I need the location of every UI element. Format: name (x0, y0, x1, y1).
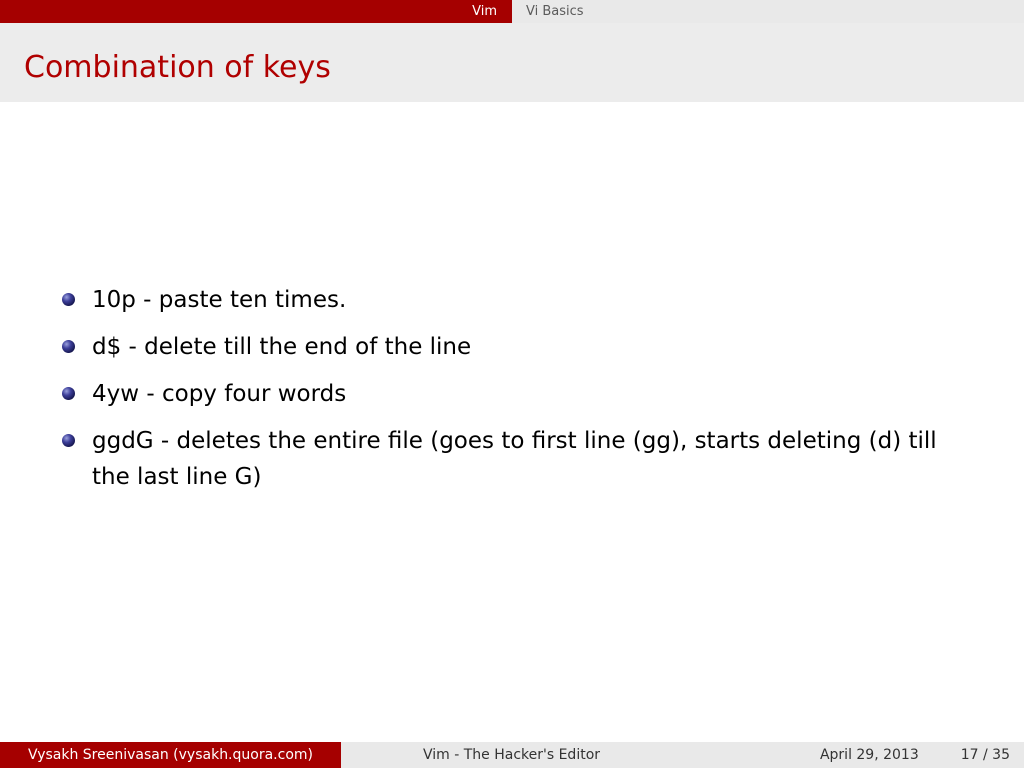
list-item-text: ggdG - deletes the entire file (goes to first line (gg), starts deleting (d) till the last line G) (92, 428, 937, 490)
list-item-text: 4yw - copy four words (92, 381, 347, 407)
footer-author-text: Vysakh Sreenivasan (vysakh.quora.com) (28, 747, 313, 763)
footer-date: April 29, 2013 (819, 747, 919, 763)
footer (0, 742, 1024, 768)
list-item (62, 282, 982, 318)
bullet-icon (62, 340, 75, 353)
navigation-bar-left (0, 0, 512, 23)
list-item (62, 376, 982, 412)
nav-subsection-link[interactable]: Vi Basics (526, 4, 584, 19)
list-item (62, 329, 982, 365)
bullet-icon (62, 434, 75, 447)
navigation-bar-right (512, 0, 1024, 23)
footer-title-text: Vim - The Hacker's Editor (422, 747, 601, 763)
frame-title: Combination of keys (24, 50, 331, 85)
footer-date-page (682, 742, 1024, 768)
footer-presentation-title (341, 742, 682, 768)
list-item-text: d$ - delete till the end of the line (92, 334, 472, 360)
list-item-text: 10p - paste ten times. (92, 287, 347, 313)
page-number: 17 / 35 (960, 747, 1010, 763)
bullet-icon (62, 293, 75, 306)
navigation-bar (0, 0, 1024, 23)
bullet-list (62, 282, 982, 506)
nav-section-link[interactable]: Vim (472, 4, 497, 19)
bullet-icon (62, 387, 75, 400)
footer-author (0, 742, 341, 768)
list-item (62, 423, 982, 495)
